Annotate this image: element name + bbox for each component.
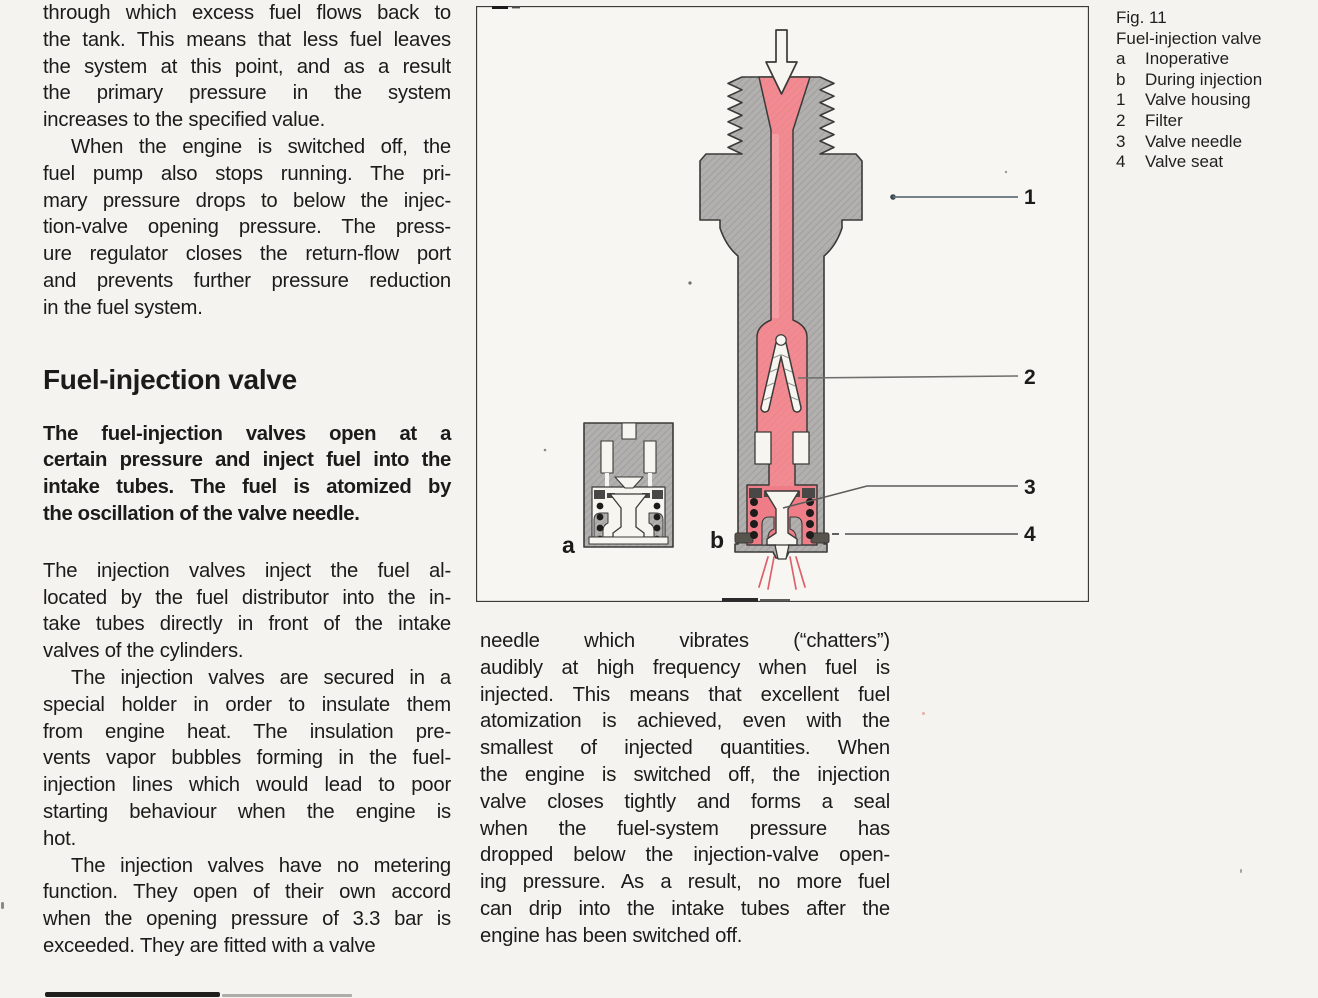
- text-line: The injection valves inject the fuel al-: [43, 559, 451, 582]
- legend-key: 2: [1116, 110, 1126, 130]
- text-line: When the engine is switched off, the: [71, 135, 451, 158]
- text-line: when the opening pressure of 3.3 bar is: [43, 908, 451, 931]
- needle-guide-bushing: [793, 432, 809, 464]
- legend-item: [1116, 132, 1316, 153]
- legend-item: [1116, 49, 1316, 70]
- valve-a-bottom: [589, 537, 668, 544]
- text-line: starting behaviour when the engine is: [43, 800, 451, 823]
- paragraph: [43, 421, 451, 528]
- legend-key: 1: [1116, 90, 1126, 110]
- text-line: intake tubes. The fuel is atomized by: [43, 476, 451, 499]
- scan-speck: [1005, 171, 1007, 173]
- legend-key: b: [1116, 69, 1126, 89]
- paragraph: [43, 134, 451, 322]
- text-line: atomization is achieved, even with the: [480, 710, 890, 733]
- seal: [749, 488, 762, 498]
- text-line: injection lines which would lead to poor: [43, 774, 451, 797]
- legend-items: [1116, 49, 1316, 173]
- fuel-injection-valve-figure: [476, 6, 1089, 602]
- legend-key: a: [1116, 49, 1126, 69]
- scan-artifact: [1, 902, 4, 909]
- valve-a-channel: [648, 473, 652, 487]
- paragraph: [43, 665, 451, 853]
- nozzle-pintle: [775, 545, 789, 559]
- text-line: The fuel-injection valves open at a: [43, 422, 451, 445]
- left-text-column: [43, 0, 451, 960]
- text-line: ure regulator closes the return-flow port: [43, 243, 451, 266]
- text-line: fuel pump also stops running. The pri-: [43, 162, 451, 185]
- text-line: the tank. This means that less fuel leaves: [43, 28, 451, 51]
- callout-2: 2: [1024, 366, 1036, 389]
- text-line: the system at this point, and as a result: [43, 55, 451, 78]
- legend-item: [1116, 90, 1316, 111]
- scan-mark: [512, 6, 520, 8]
- text-line: located by the fuel distributor into the in-: [43, 586, 451, 609]
- valve-a-inlet: [622, 423, 636, 439]
- legend-label: Valve needle: [1145, 131, 1243, 151]
- legend-item: [1116, 70, 1316, 91]
- figure-title: Fuel-injection valve: [1116, 28, 1262, 48]
- text-line: special holder in order to insulate them: [43, 693, 451, 716]
- scan-mark: [492, 6, 508, 9]
- text-line: in the fuel system.: [43, 296, 203, 319]
- scan-artifact: [45, 992, 220, 997]
- legend-label: Valve housing: [1145, 90, 1251, 110]
- scan-speck: [688, 281, 691, 284]
- text-line: hot.: [43, 827, 77, 850]
- text-line: needle which vibrates (“chatters”): [480, 630, 890, 652]
- paragraph: [480, 628, 890, 950]
- text-line: smallest of injected quantities. When: [480, 737, 890, 760]
- text-line: certain pressure and inject fuel into the: [43, 449, 451, 472]
- text-line: The injection valves have no metering: [71, 854, 451, 877]
- text-line: through which excess fuel flows back to: [43, 2, 451, 24]
- paragraph: [43, 0, 451, 134]
- legend-item: [1116, 111, 1316, 132]
- text-line: exceeded. They are fitted with a valve: [43, 934, 376, 957]
- figure-11-diagram: [476, 6, 1089, 602]
- text-line: mary pressure drops to below the injec-: [43, 189, 451, 212]
- label-a: a: [562, 532, 575, 558]
- text-line: from engine heat. The insulation pre-: [43, 720, 451, 743]
- label-b: b: [710, 527, 725, 553]
- legend-label: Valve seat: [1145, 152, 1224, 172]
- right-text-column: [480, 628, 890, 950]
- seal: [652, 490, 663, 499]
- scan-artifact: [1240, 869, 1242, 873]
- legend-label: Filter: [1145, 110, 1183, 130]
- text-line: function. They open of their own accord: [43, 881, 451, 904]
- seal: [594, 490, 605, 499]
- legend-key: 4: [1116, 152, 1126, 172]
- paragraph: [43, 558, 451, 665]
- scan-artifact: [922, 712, 925, 715]
- needle-guide-bushing: [755, 432, 771, 464]
- scan-mark: [760, 599, 790, 601]
- scan-mark: [722, 598, 758, 602]
- figure-legend: [1116, 8, 1316, 173]
- legend-item: [1116, 152, 1316, 173]
- body-paragraphs: [43, 558, 451, 960]
- text-line: the oscillation of the valve needle.: [43, 502, 360, 525]
- text-line: ing pressure. As a result, no more fuel: [480, 871, 890, 894]
- legend-key: 3: [1116, 131, 1126, 151]
- lead-paragraph: [43, 421, 451, 558]
- text-line: and prevents further pressure reduction: [43, 269, 451, 292]
- fuel-highlight: [772, 134, 779, 318]
- legend-label: Inoperative: [1145, 49, 1230, 69]
- figure-number: Fig. 11: [1116, 8, 1167, 27]
- text-line: tion-valve opening pressure. The press-: [43, 216, 451, 239]
- callout-4: 4: [1024, 523, 1036, 546]
- text-line: valves of the cylinders.: [43, 640, 244, 663]
- scan-speck: [544, 449, 547, 452]
- text-line: the primary pressure in the system: [43, 82, 451, 105]
- text-line: injected. This means that excellent fuel: [480, 683, 890, 706]
- text-line: valve closes tightly and forms a seal: [480, 790, 890, 813]
- text-line: the engine is switched off, the injection: [480, 763, 890, 786]
- valve-a-inoperative: [584, 423, 673, 547]
- legend-label: During injection: [1145, 69, 1263, 89]
- text-line: engine has been switched off.: [480, 924, 743, 947]
- valve-a-channel: [605, 473, 609, 487]
- text-line: can drip into the intake tubes after the: [480, 897, 890, 920]
- scan-artifact: [222, 994, 352, 997]
- valve-a-slot: [644, 441, 656, 473]
- section-heading: Fuel-injection valve: [43, 363, 297, 395]
- text-line: dropped below the injection-valve open-: [480, 844, 890, 867]
- text-line: when the fuel-system pressure has: [480, 817, 890, 840]
- text-line: increases to the specified value.: [43, 109, 326, 132]
- paragraph: [43, 853, 451, 960]
- text-line: audibly at high frequency when fuel is: [480, 656, 890, 679]
- text-line: vents vapor bubbles forming in the fuel-: [43, 747, 451, 770]
- text-line: The injection valves are secured in a: [71, 666, 451, 689]
- valve-a-slot: [601, 441, 613, 473]
- intro-paragraphs: [43, 0, 451, 322]
- callout-1: 1: [1024, 186, 1036, 209]
- text-line: take tubes directly in front of the intake: [43, 613, 451, 636]
- callout-3: 3: [1024, 476, 1036, 499]
- seal: [802, 488, 815, 498]
